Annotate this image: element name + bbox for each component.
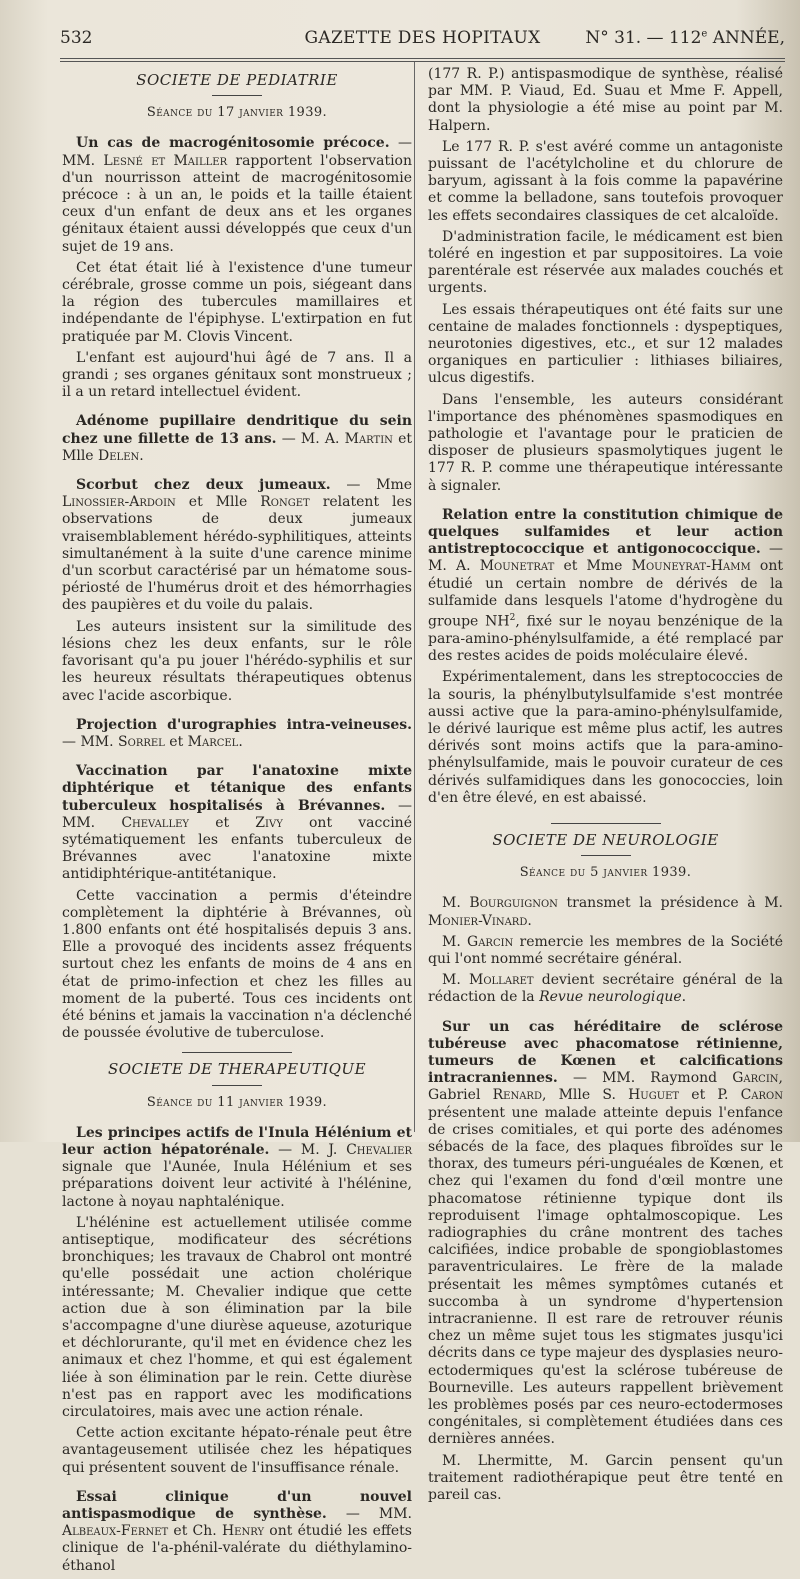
- author-name: Linossier-Ardoin: [62, 494, 176, 511]
- section-separator: [182, 1052, 292, 1053]
- society-heading: SOCIETE DE THERAPEUTIQUE: [107, 1060, 367, 1079]
- issue-sup: e: [701, 28, 708, 40]
- article-paragraph: Cet état était lié à l'existence d'une tumeur cérébrale, grosse comme un pois, siégeant dans la région des tubercules mamillaires et indépendante de l'épiphyse. L'extirpation en fut pratiquée par M. Clovis Vincent.: [62, 259, 412, 345]
- article-paragraph: D'administration facile, le médicament est bien toléré en ingestion et par suppositoires. La voie parentérale est réservée aux malades couchés et urgents.: [428, 228, 783, 297]
- section-rule: [212, 95, 262, 96]
- article-paragraph: [428, 1019, 783, 1449]
- text-run: remercie les membres de la Société qui l'ont nommé secrétaire général.: [428, 933, 783, 967]
- author-name: Mouneyrat-Hamm: [631, 558, 751, 575]
- text-run: — MM.: [62, 733, 119, 750]
- text-run: — Mme: [330, 477, 413, 494]
- article-paragraph: L'hélénine est actuellement utilisée comme antiseptique, modificateur des sécrétions bronchiques; les travaux de Chabrol ont montré qu'elle possédait une action cholérique intéressante; M. Chevalier indique que cette action due à son élimination par la bile s'accompagne d'une diurèse aqueuse, azoturique et déchlorurante, qu'il met en évidence chez les animaux et chez l'homme, et qui est également liée à son élimination par le rein. Cette diurèse n'est pas en rapport avec les modifications circulatoires, mais avec une action rénale.: [62, 1214, 412, 1421]
- text-run: et Mlle: [175, 494, 261, 511]
- article-paragraph: [62, 717, 412, 751]
- text-run: ont étudié un certain nombre de dérivés de la sulfamide dans lesquels l'atome d'hydrogène du groupe NH: [428, 558, 783, 630]
- text-run: , Mlle S.: [541, 1087, 629, 1104]
- article-title: Essai clinique d'un nouvel antispasmodique de synthèse.: [62, 1488, 412, 1523]
- text-run: .: [139, 447, 144, 464]
- text-run: — MM.: [62, 797, 413, 831]
- article-paragraph: Les auteurs insistent sur la similitude des lésions chez les deux enfants, sur le rôle favorisant qu'a pu jouer l'hérédo-syphilis et sur les heureux résultats thérapeutiques obtenus avec l'acide ascorbique.: [62, 618, 412, 704]
- text-run: — MM.: [326, 1506, 412, 1523]
- article-paragraph: [428, 507, 783, 665]
- article-paragraph: (177 R. P.) antispasmodique de synthèse, réalisé par MM. P. Viaud, Ed. Suau et Mme F. Appell, dont la physiologie a été mise au point par M. Halpern.: [428, 66, 783, 134]
- column-divider: [414, 62, 415, 1132]
- author-name: Henry: [221, 1523, 265, 1540]
- text-run: rapportent l'observation d'un nourrisson atteint de macrogénitosomie précoce : à un an, le poids et la taille étaient ceux d'un enfant de deux ans et les organes génitaux étaient aussi développés que ceux d'un sujet de 19 ans.: [62, 152, 412, 255]
- author-name: Chevalier: [346, 1141, 413, 1158]
- section-separator: [551, 823, 661, 824]
- author-name: Mollaret: [469, 972, 534, 989]
- article-paragraph: Cette vaccination a permis d'éteindre complètement la diphtérie à Brévannes, où 1.800 enfants ont été hospitalisés depuis 3 ans. Elle a provoqué des incidents assez fréquents surtout chez les enfants de moins de 4 ans en état de primo-infection et chez les filles au moment de la puberté. Tous ces incidents ont été bénins et jamais la vaccination n'a déclenché de poussée évolutive de tuberculose.: [62, 887, 412, 1042]
- header-rule: [60, 58, 785, 62]
- article-paragraph: [62, 477, 412, 615]
- author-name: Garcin: [732, 1070, 779, 1087]
- text-run: M.: [442, 895, 470, 912]
- article-paragraph: [62, 1125, 412, 1211]
- article-title: Scorbut chez deux jumeaux.: [76, 477, 331, 494]
- text-run: — MM. Raymond: [557, 1070, 733, 1087]
- text-run: .: [681, 989, 687, 1006]
- text-run: et P.: [679, 1087, 741, 1104]
- article-paragraph: Cette action excitante hépato-rénale peut être avantageusement utilisée chez les hépatiques qui présentent souvent de l'insuffisance rénale.: [62, 1425, 412, 1476]
- issue-label: N° 31. — 112: [585, 28, 702, 48]
- article-title: Un cas de macrogénitosomie précoce.: [76, 135, 390, 152]
- text-run: .: [527, 912, 532, 929]
- article-paragraph: [62, 413, 412, 465]
- article-title: Adénome pupillaire dendritique du sein chez une fillette de 13 ans.: [62, 413, 412, 447]
- text-run: M.: [442, 972, 469, 989]
- society-heading: SOCIETE DE PEDIATRIE: [136, 71, 338, 89]
- article-paragraph: [428, 972, 783, 1006]
- article-title: Les principes actifs de l'Inula Hélénium et leur action hépatorénale.: [62, 1124, 412, 1158]
- author-name: et Mailler: [151, 152, 228, 169]
- author-name: Ronget: [260, 494, 310, 511]
- text-run: , Gabriel: [428, 1070, 783, 1104]
- text-run: — M. A.: [276, 430, 345, 447]
- author-name: Sorrel: [118, 733, 165, 750]
- author-name: Renard: [492, 1087, 542, 1104]
- text-run: M.: [442, 933, 468, 950]
- author-name: Mounetrat: [479, 558, 555, 575]
- author-name: Garcin: [467, 933, 514, 950]
- article-paragraph: Dans l'ensemble, les auteurs considérant l'importance des phénomènes spasmodiques en pathologie et l'avantage pour le praticien de disposer de plusieurs spasmolytiques jugent le 177 R. P. comme une thérapeutique intéressante à signaler.: [428, 391, 783, 494]
- text-run: et: [164, 733, 188, 750]
- article-title: Projection d'urographies intra-veineuses.: [76, 716, 412, 733]
- author-name: Martin: [344, 430, 393, 447]
- text-run: , fixé sur le noyau benzénique de la para-amino-phénylsulfamide, a été remplacé par des restes acides de poids moléculaire élevé.: [428, 613, 783, 665]
- page-header: [60, 14, 785, 54]
- article-paragraph: L'enfant est aujourd'hui âgé de 7 ans. Il a grandi ; ses organes génitaux sont monstrueux ; il a un retard intellectuel évident.: [62, 349, 412, 401]
- text-run: — MM.: [62, 135, 413, 169]
- article-title: Sur un cas héréditaire de sclérose tubéreuse avec phacomatose rétinienne, tumeurs de Kœnen et calcifications intracraniennes.: [428, 1018, 783, 1087]
- article-paragraph: [62, 1489, 412, 1575]
- right-column: [428, 66, 783, 1508]
- issue-number: [585, 28, 785, 48]
- article-paragraph: [428, 895, 783, 929]
- article-paragraph: [62, 135, 412, 255]
- article-paragraph: M. Lhermitte, M. Garcin pensent qu'un traitement radiothérapique peut être tenté en pareil cas.: [428, 1452, 783, 1504]
- superscript: 2: [509, 613, 516, 624]
- author-name: Bourguignon: [469, 895, 558, 912]
- journal-reference: Revue neurologique: [539, 989, 682, 1006]
- author-name: Caron: [740, 1087, 784, 1104]
- journal-title: GAZETTE DES HOPITAUX: [304, 28, 541, 48]
- left-column: [62, 66, 412, 1579]
- author-name: Monier-Vinard: [428, 912, 528, 929]
- author-name: Chevalley: [121, 814, 189, 831]
- article-paragraph: [428, 934, 783, 968]
- section-rule: [212, 1085, 262, 1086]
- author-name: Marcel: [187, 733, 239, 750]
- author-name: Delen: [98, 447, 140, 464]
- text-run: signale que l'Aunée, Inula Hélénium et ses préparations doivent leur activité à l'hélénine, lactone à noyau naphtalénique.: [62, 1159, 412, 1210]
- author-name: Zivy: [255, 814, 283, 831]
- text-run: .: [238, 733, 243, 750]
- page-number: 532: [60, 28, 93, 48]
- text-run: ont vacciné sytématiquement les enfants tuberculeux de Brévannes avec l'anatoxine mixte antidiphtérique-antitétanique.: [62, 814, 412, 883]
- text-run: devient secrétaire général de la rédaction de la: [428, 972, 783, 1006]
- issue-year: ANNÉE,: [707, 28, 785, 48]
- text-run: et Mlle: [62, 430, 412, 464]
- text-run: — M. A.: [428, 541, 783, 575]
- article-paragraph: Les essais thérapeutiques ont été faits sur une centaine de malades fonctionnels : dyspeptiques, neurotonies digestives, etc., et sur 12 malades organiques en particulier : lithiases biliaires, ulcus digestifs.: [428, 301, 783, 387]
- seance-date: Séance du 11 janvier 1939.: [146, 1094, 328, 1110]
- text-run: — M. J.: [269, 1141, 347, 1158]
- text-run: ont étudié les effets clinique de l'a-phénil-valérate du diéthylamino-éthanol: [62, 1523, 412, 1574]
- society-heading: SOCIETE DE NEUROLOGIE: [492, 830, 719, 849]
- article-paragraph: Expérimentalement, dans les streptococcies de la souris, la phénylbutylsulfamide s'est montrée aussi active que la para-amino-phénylsulfamide, le dérivé laurique est même plus actif, les autres dérivés sont moins actifs que la para-amino-phénylsulfamide, mais le pouvoir curateur de ces dérivés sulfamidiques dans les gonococcies, loin d'en être élevé, en est abaissé.: [428, 669, 783, 806]
- text-run: transmet la présidence à M.: [557, 895, 783, 912]
- text-run: et: [189, 814, 256, 831]
- text-run: relatent les observations de deux jumeaux vraisemblablement hérédo-syphilitiques, atteints simultanément à la suite d'une carence minime d'un scorbut caractérisé par un hématome sous-périosté de l'humérus droit et des hémorrhagies des paupières et du voile du palais.: [62, 494, 413, 614]
- author-name: Lesné: [103, 152, 143, 169]
- text-run: et Ch.: [168, 1523, 222, 1540]
- text-run: présentent une malade atteinte depuis l'enfance de crises comitiales, et qui porte des adénomes sébacés de la face, des plaques fibroïdes sur le thorax, des tumeurs péri-unguéales de Kœnen, et chez qui l'examen du fond d'œil montre une phacomatose rétinienne typique dont ils reproduisent l'image ophtalmoscopique. Les radiographies du crâne montrent des taches calcifiées, indice probable de spongioblastomes paraventriculaires. Le frère de la malade présentait les mêmes symptômes cutanés et succomba à un syndrome d'hypertension intracranienne. Il est rare de retrouver réunis chez un même sujet tous les stigmates jusqu'ici décrits dans ce type majeur des dysplasies neuro-ectodermiques qu'est la sclérose tubéreuse de Bourneville. Les auteurs rappellent brièvement les problèmes posés par ces neuro-ectodermoses congénitales, si complètement étudiées dans ces dernières années.: [428, 1104, 783, 1448]
- article-title: Relation entre la constitution chimique de quelques sulfamides et leur action antistreptococcique et antigonococcique.: [428, 506, 783, 558]
- author-name: Albeaux-Fernet: [62, 1523, 169, 1540]
- article-title: Vaccination par l'anatoxine mixte diphtérique et tétanique des enfants tuberculeux hospitalisés à Brévannes.: [62, 763, 412, 814]
- article-paragraph: Le 177 R. P. s'est avéré comme un antagoniste puissant de l'acétylcholine et du chlorure de baryum, agissant à la fois comme la papavérine et comme la belladone, sans toutefois provoquer les effets secondaires classiques de cet alcaloïde.: [428, 138, 783, 224]
- seance-date: Séance du 5 janvier 1939.: [519, 865, 692, 881]
- text-run: et Mme: [554, 558, 632, 575]
- seance-date: Séance du 17 janvier 1939.: [146, 105, 328, 121]
- article-paragraph: [62, 763, 412, 883]
- section-rule: [581, 855, 631, 856]
- author-name: Huguet: [628, 1087, 680, 1104]
